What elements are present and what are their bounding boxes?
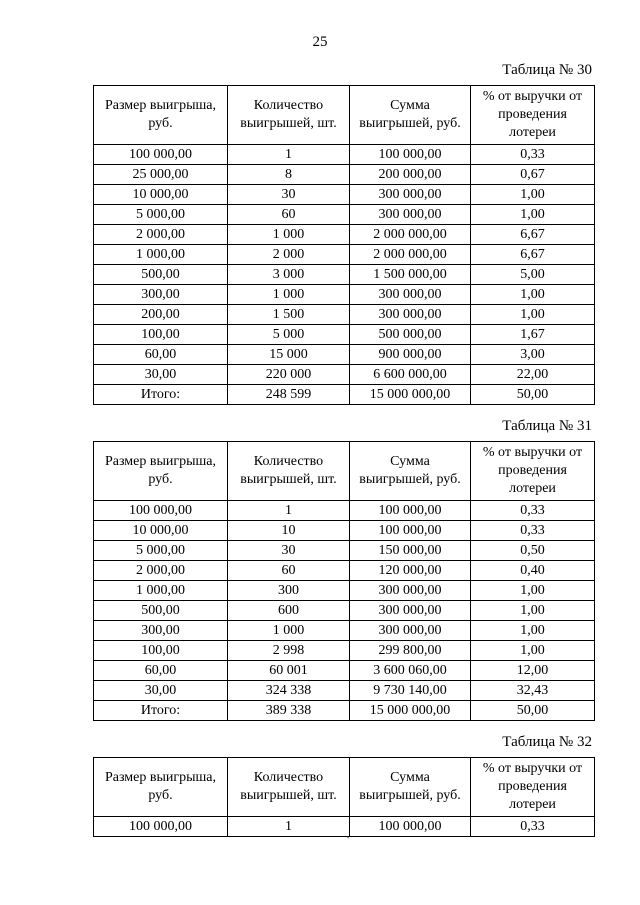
table-30-title: Таблица № 30 (502, 62, 592, 78)
cell-prize-count: 30 (228, 541, 350, 561)
cell-revenue-percent: 6,67 (471, 245, 595, 265)
cell-prize-sum: 100 000,00 (350, 145, 471, 165)
header-prize-sum: Сумма выигрышей, руб. (350, 758, 471, 817)
cell-prize-size: 10 000,00 (94, 185, 228, 205)
cell-prize-count: 1 (228, 817, 350, 837)
table-row (94, 641, 595, 661)
cell-prize-sum: 900 000,00 (350, 345, 471, 365)
table-row (94, 621, 595, 641)
cell-prize-count: 1 (228, 145, 350, 165)
cell-revenue-percent: 0,67 (471, 165, 595, 185)
header-prize-size: Размер выигрыша, руб. (94, 442, 228, 501)
cell-prize-sum: 150 000,00 (350, 541, 471, 561)
cell-prize-sum: 3 600 060,00 (350, 661, 471, 681)
header-prize-count: Количество выигрышей, шт. (228, 758, 350, 817)
cell-revenue-percent: 1,00 (471, 641, 595, 661)
cell-prize-sum: 300 000,00 (350, 621, 471, 641)
cell-prize-count: 8 (228, 165, 350, 185)
table-header-row (94, 442, 595, 501)
table-total-row (94, 701, 595, 721)
table-32 (93, 757, 595, 837)
header-revenue-percent: % от выручки от проведения лотереи (471, 442, 595, 501)
table-row (94, 365, 595, 385)
header-prize-size: Размер выигрыша, руб. (94, 86, 228, 145)
table-header-row (94, 86, 595, 145)
cell-prize-count: 60 001 (228, 661, 350, 681)
table-row (94, 817, 595, 837)
cell-prize-count: 324 338 (228, 681, 350, 701)
table-row (94, 185, 595, 205)
cell-prize-sum: 2 000 000,00 (350, 225, 471, 245)
cell-prize-size: 2 000,00 (94, 561, 228, 581)
cell-prize-size: Итого: (94, 385, 228, 405)
cell-prize-count: 2 000 (228, 245, 350, 265)
cell-prize-count: 1 000 (228, 225, 350, 245)
cell-prize-size: 300,00 (94, 621, 228, 641)
cell-revenue-percent: 1,00 (471, 601, 595, 621)
cell-prize-count: 10 (228, 521, 350, 541)
cell-prize-size: 5 000,00 (94, 541, 228, 561)
cell-revenue-percent: 0,33 (471, 145, 595, 165)
table-row (94, 501, 595, 521)
cell-revenue-percent: 6,67 (471, 225, 595, 245)
table-row (94, 325, 595, 345)
cell-prize-sum: 15 000 000,00 (350, 701, 471, 721)
cell-prize-size: 60,00 (94, 345, 228, 365)
cell-prize-count: 1 (228, 501, 350, 521)
table-30 (93, 85, 595, 405)
cell-prize-count: 389 338 (228, 701, 350, 721)
table-row (94, 681, 595, 701)
cell-prize-count: 2 998 (228, 641, 350, 661)
cell-revenue-percent: 50,00 (471, 701, 595, 721)
cell-prize-size: 100,00 (94, 325, 228, 345)
cell-prize-count: 30 (228, 185, 350, 205)
cell-revenue-percent: 32,43 (471, 681, 595, 701)
cell-prize-size: 200,00 (94, 305, 228, 325)
table-row (94, 265, 595, 285)
cell-prize-count: 60 (228, 205, 350, 225)
cell-revenue-percent: 0,40 (471, 561, 595, 581)
table-31-title: Таблица № 31 (502, 418, 592, 434)
cell-prize-sum: 300 000,00 (350, 601, 471, 621)
cell-prize-count: 300 (228, 581, 350, 601)
cell-revenue-percent: 3,00 (471, 345, 595, 365)
cell-prize-size: 1 000,00 (94, 581, 228, 601)
table-row (94, 541, 595, 561)
cell-prize-size: 500,00 (94, 265, 228, 285)
table-row (94, 225, 595, 245)
cell-revenue-percent: 1,00 (471, 581, 595, 601)
cell-prize-sum: 120 000,00 (350, 561, 471, 581)
cell-prize-size: 2 000,00 (94, 225, 228, 245)
header-prize-count: Количество выигрышей, шт. (228, 442, 350, 501)
cell-prize-count: 1 000 (228, 621, 350, 641)
cell-prize-size: 5 000,00 (94, 205, 228, 225)
table-row (94, 245, 595, 265)
cell-prize-sum: 300 000,00 (350, 305, 471, 325)
cell-prize-sum: 300 000,00 (350, 285, 471, 305)
cell-prize-size: 25 000,00 (94, 165, 228, 185)
header-prize-count: Количество выигрышей, шт. (228, 86, 350, 145)
cell-revenue-percent: 1,00 (471, 305, 595, 325)
cell-prize-size: 60,00 (94, 661, 228, 681)
cell-prize-size: Итого: (94, 701, 228, 721)
table-row (94, 285, 595, 305)
header-prize-sum: Сумма выигрышей, руб. (350, 86, 471, 145)
cell-revenue-percent: 50,00 (471, 385, 595, 405)
cell-prize-count: 600 (228, 601, 350, 621)
cell-prize-count: 248 599 (228, 385, 350, 405)
cell-prize-count: 220 000 (228, 365, 350, 385)
header-prize-size: Размер выигрыша, руб. (94, 758, 228, 817)
cell-revenue-percent: 1,67 (471, 325, 595, 345)
table-31 (93, 441, 595, 721)
cell-prize-count: 15 000 (228, 345, 350, 365)
cell-revenue-percent: 1,00 (471, 185, 595, 205)
cell-revenue-percent: 0,33 (471, 521, 595, 541)
cell-prize-count: 60 (228, 561, 350, 581)
cell-prize-sum: 300 000,00 (350, 581, 471, 601)
cell-prize-sum: 300 000,00 (350, 205, 471, 225)
table-row (94, 205, 595, 225)
cell-prize-sum: 100 000,00 (350, 501, 471, 521)
page-number: 25 (312, 34, 328, 50)
cell-prize-sum: 6 600 000,00 (350, 365, 471, 385)
cell-prize-size: 100 000,00 (94, 145, 228, 165)
cell-prize-sum: 100 000,00 (350, 817, 471, 837)
cell-revenue-percent: 22,00 (471, 365, 595, 385)
cell-revenue-percent: 5,00 (471, 265, 595, 285)
cell-prize-size: 10 000,00 (94, 521, 228, 541)
cell-prize-sum: 15 000 000,00 (350, 385, 471, 405)
cell-prize-size: 100 000,00 (94, 501, 228, 521)
cell-prize-sum: 300 000,00 (350, 185, 471, 205)
cell-prize-size: 300,00 (94, 285, 228, 305)
cell-revenue-percent: 1,00 (471, 621, 595, 641)
table-32-title: Таблица № 32 (502, 734, 592, 750)
cell-prize-size: 100,00 (94, 641, 228, 661)
table-row (94, 581, 595, 601)
cell-prize-sum: 299 800,00 (350, 641, 471, 661)
cell-prize-sum: 200 000,00 (350, 165, 471, 185)
cell-prize-size: 1 000,00 (94, 245, 228, 265)
cell-prize-count: 3 000 (228, 265, 350, 285)
cell-prize-count: 5 000 (228, 325, 350, 345)
header-prize-sum: Сумма выигрышей, руб. (350, 442, 471, 501)
cell-revenue-percent: 12,00 (471, 661, 595, 681)
cell-prize-size: 100 000,00 (94, 817, 228, 837)
header-revenue-percent: % от выручки от проведения лотереи (471, 758, 595, 817)
table-row (94, 601, 595, 621)
cell-revenue-percent: 1,00 (471, 285, 595, 305)
cell-prize-sum: 100 000,00 (350, 521, 471, 541)
cell-prize-count: 1 000 (228, 285, 350, 305)
cell-prize-sum: 9 730 140,00 (350, 681, 471, 701)
cell-prize-size: 500,00 (94, 601, 228, 621)
table-header-row (94, 758, 595, 817)
table-row (94, 561, 595, 581)
cell-revenue-percent: 0,33 (471, 817, 595, 837)
scan-mark: ` (346, 834, 350, 848)
table-row (94, 145, 595, 165)
table-row (94, 165, 595, 185)
cell-prize-size: 30,00 (94, 365, 228, 385)
cell-prize-size: 30,00 (94, 681, 228, 701)
table-total-row (94, 385, 595, 405)
header-revenue-percent: % от выручки от проведения лотереи (471, 86, 595, 145)
cell-revenue-percent: 0,33 (471, 501, 595, 521)
cell-prize-sum: 500 000,00 (350, 325, 471, 345)
cell-revenue-percent: 1,00 (471, 205, 595, 225)
cell-prize-sum: 2 000 000,00 (350, 245, 471, 265)
table-row (94, 521, 595, 541)
table-row (94, 305, 595, 325)
cell-revenue-percent: 0,50 (471, 541, 595, 561)
table-row (94, 661, 595, 681)
table-row (94, 345, 595, 365)
cell-prize-count: 1 500 (228, 305, 350, 325)
cell-prize-sum: 1 500 000,00 (350, 265, 471, 285)
